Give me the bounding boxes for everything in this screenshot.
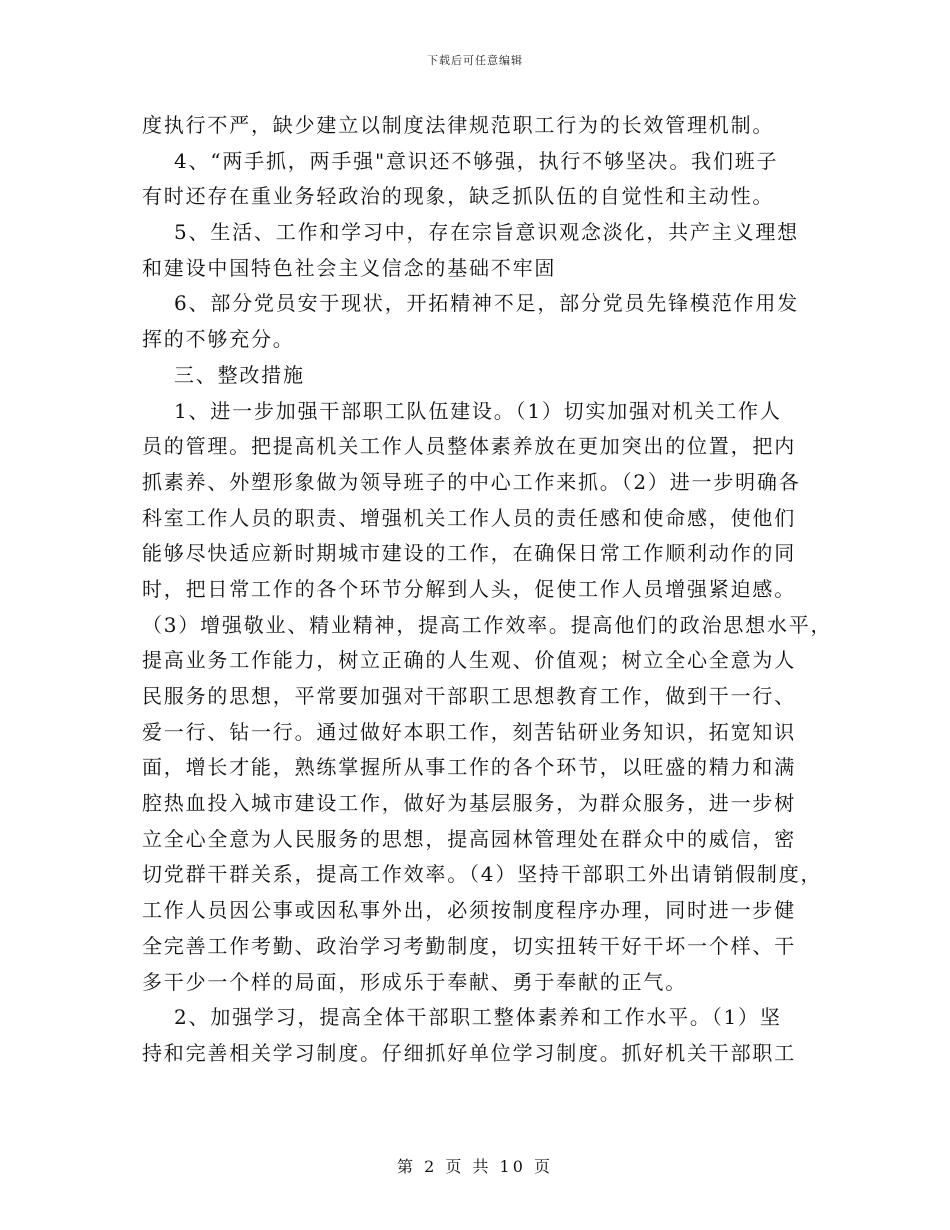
page-header: 下载后可任意编辑 (427, 54, 523, 67)
text-line: 挥的不够充分。 (142, 327, 295, 352)
text-line: 多干少一个样的局面，形成乐于奉献、勇于奉献的正气。 (142, 969, 687, 994)
text-line: 立全心全意为人民服务的思想，提高园林管理处在群众中的威信，密 (142, 826, 796, 851)
text-line: 有时还存在重业务轻政治的现象，缺乏抓队伍的自觉性和主动性。 (142, 184, 775, 209)
page-number: 第 2 页 共 10 页 (397, 1157, 553, 1176)
text-line: 4、“两手抓，两手强"意识还不够强，执行不够坚决。我们班子 (174, 148, 779, 173)
text-line: 持和完善相关学习制度。仔细抓好单位学习制度。抓好机关干部职工 (142, 1040, 796, 1065)
text-line: 5、生活、工作和学习中，存在宗旨意识观念淡化，共产主义理想 (174, 220, 799, 245)
text-line: 切党群干群关系，提高工作效率。（4）坚持干部职工外出请销假制度， (142, 862, 823, 887)
text-line: 科室工作人员的职责、增强机关工作人员的责任感和使命感，使他们 (142, 505, 796, 530)
text-line: 民服务的思想，平常要加强对干部职工思想教育工作，做到干一行、 (142, 684, 796, 708)
text-line: 1、进一步加强干部职工队伍建设。（1）切实加强对机关工作人 (174, 398, 782, 423)
text-line: 全完善工作考勤、政治学习考勤制度，切实扭转干好干坏一个样、干 (142, 933, 796, 958)
text-line: （3）增强敬业、精业精神，提高工作效率。提高他们的政治思想水平， (142, 612, 833, 637)
text-line: 面，增长才能，熟练掌握所从事工作的各个环节，以旺盛的精力和满 (142, 755, 796, 780)
text-line: 能够尽快适应新时期城市建设的工作，在确保日常工作顺利动作的同 (142, 541, 796, 566)
section-heading: 三、整改措施 (174, 362, 305, 387)
text-line: 员的管理。把提高机关工作人员整体素养放在更加突出的位置，把内 (142, 434, 796, 459)
text-line: 提高业务工作能力，树立正确的人生观、价值观；树立全心全意为人 (142, 648, 796, 673)
text-line: 度执行不严，缺少建立以制度法律规范职工行为的长效管理机制。 (142, 113, 775, 137)
text-line: 抓素养、外塑形象做为领导班子的中心工作来抓。（2）进一步明确各 (142, 469, 801, 494)
document-body (142, 108, 833, 1072)
text-line: 和建设中国特色社会主义信念的基础不牢固 (142, 255, 557, 280)
text-line: 腔热血投入城市建设工作，做好为基层服务，为群众服务，进一步树 (142, 791, 796, 816)
text-line: 工作人员因公事或因私事外出，必须按制度程序办理，同时进一步健 (142, 898, 796, 923)
text-line: 2、加强学习，提高全体干部职工整体素养和工作水平。（1）坚 (174, 1005, 782, 1030)
text-line: 爱一行、钻一行。通过做好本职工作，刻苦钻研业务知识，拓宽知识 (142, 719, 796, 744)
text-line: 6、部分党员安于现状，开拓精神不足，部分党员先锋模范作用发 (174, 291, 799, 316)
text-line: 时，把日常工作的各个环节分解到人头，促使工作人员增强紧迫感。 (142, 576, 796, 601)
